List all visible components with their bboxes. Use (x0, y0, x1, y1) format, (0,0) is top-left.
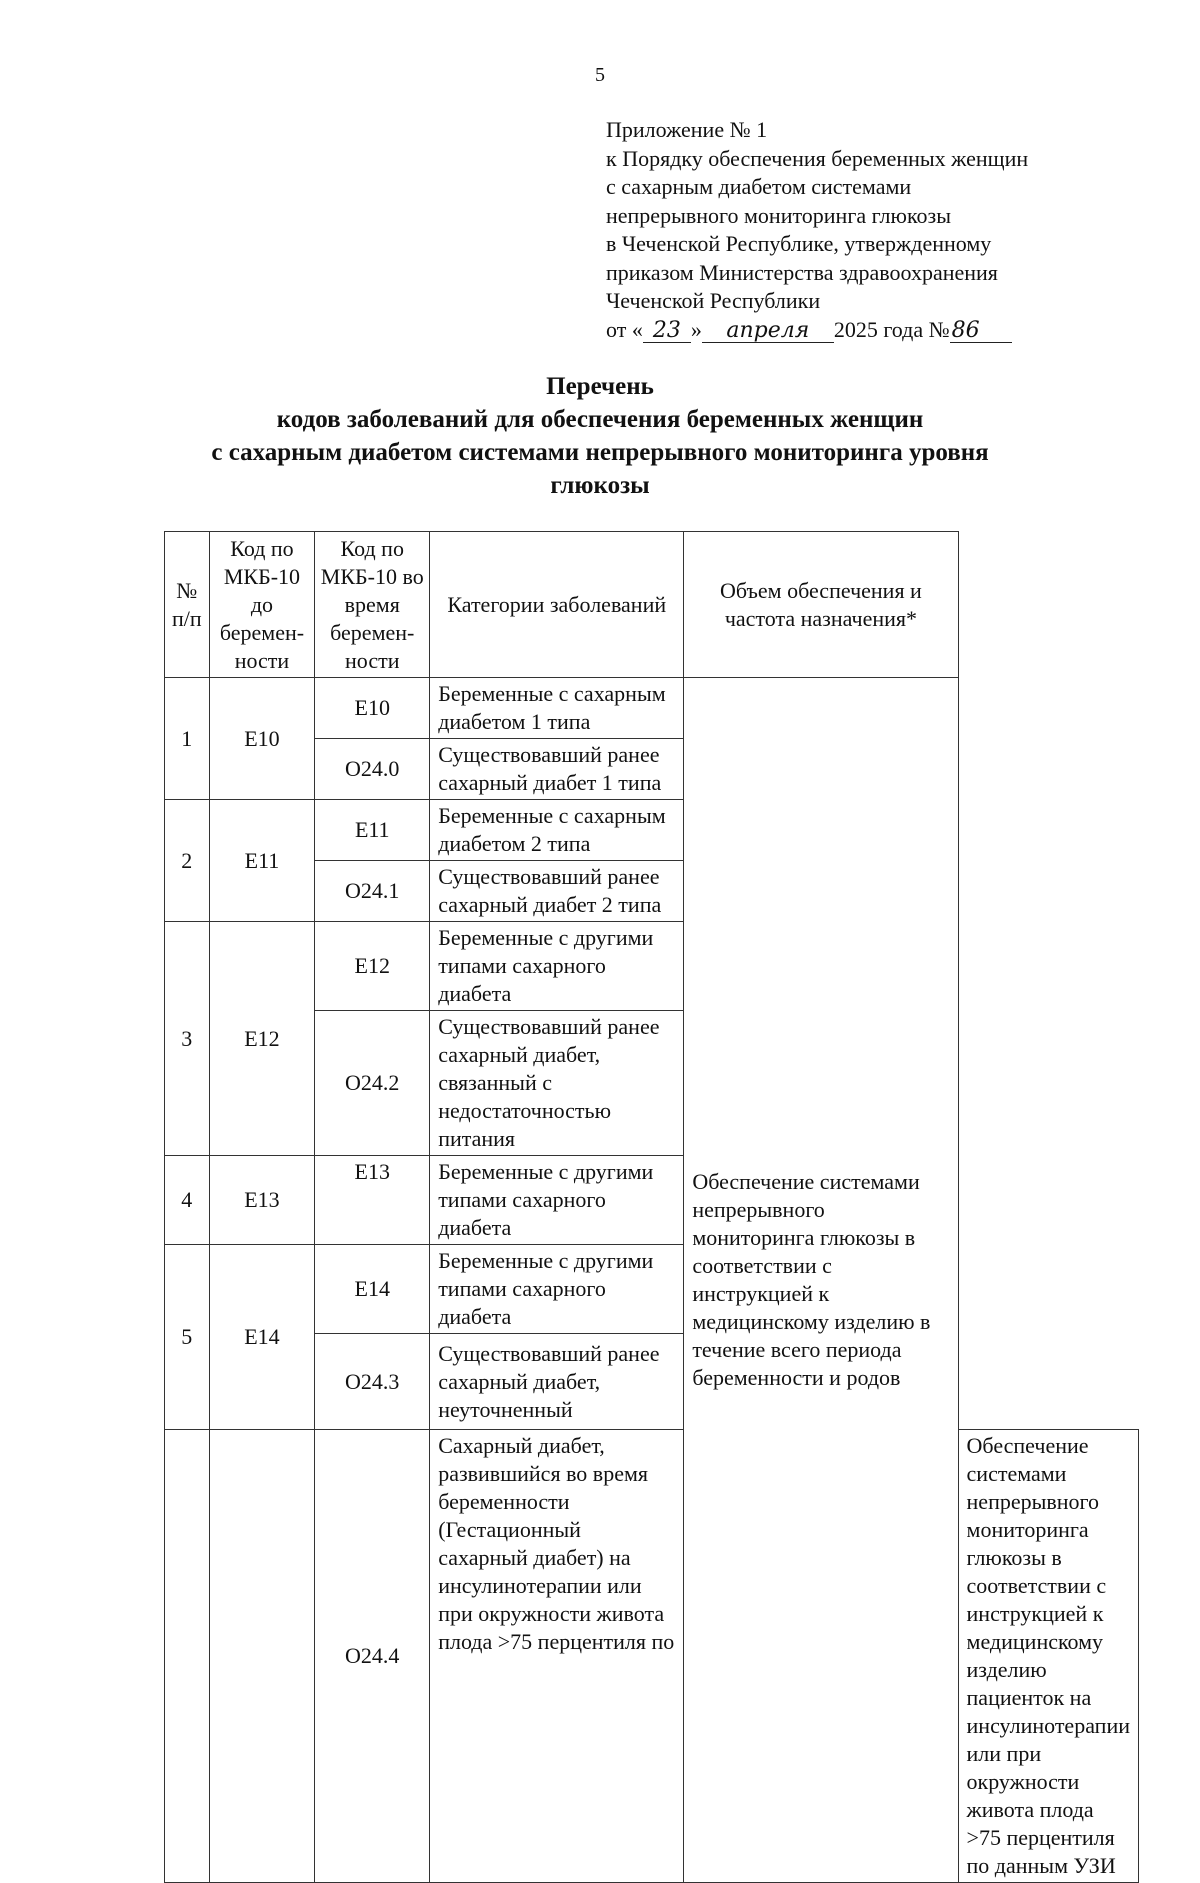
code-during: O24.4 (315, 1430, 430, 1883)
category: Существовавший ранее сахарный диабет 1 типа (430, 739, 684, 800)
category: Существовавший ранее сахарный диабет 2 типа (430, 861, 684, 922)
appendix-block (606, 116, 1028, 344)
code-before: E10 (209, 678, 315, 800)
date-prefix: от « (606, 316, 643, 342)
category: Сахарный диабет, развившийся во время беременности (Гестационный сахарный диабет) на инсулинотерапии или при окружности живота плода >75 перцентиля по (430, 1430, 684, 1883)
category: Беременные с другими типами сахарного диабета (430, 922, 684, 1011)
volume-main: Обеспечение системами непрерывного мониторинга глюкозы в соответствии с инструкцией к медицинскому изделию в течение всего периода беременности и родов (684, 678, 958, 1883)
header-num: № п/п (165, 532, 210, 678)
header-code-during: Код по МКБ-10 во время беремен-ности (315, 532, 430, 678)
code-before: E11 (209, 800, 315, 922)
category: Существовавший ранее сахарный диабет, неуточненный (430, 1334, 684, 1430)
code-during: O24.0 (315, 739, 430, 800)
code-before: E14 (209, 1245, 315, 1430)
code-during: E14 (315, 1245, 430, 1334)
table-row (165, 1156, 1139, 1245)
title-line: с сахарным диабетом системами непрерывного мониторинга уровня (211, 439, 989, 466)
table-row (165, 922, 1139, 1011)
handwritten-month: апреля (702, 320, 834, 343)
appendix-line: непрерывного мониторинга глюкозы (606, 202, 951, 228)
handwritten-day: 23 (643, 320, 691, 343)
code-during: E10 (315, 678, 430, 739)
row-num: 3 (165, 922, 210, 1156)
row-num: 1 (165, 678, 210, 800)
code-before: E13 (209, 1156, 315, 1245)
category: Беременные с другими типами сахарного диабета (430, 1156, 684, 1245)
row-num: 4 (165, 1156, 210, 1245)
header-volume: Объем обеспечения и частота назначения* (684, 532, 958, 678)
title-line: глюкозы (550, 472, 650, 499)
appendix-line: в Чеченской Республике, утвержденному (606, 231, 992, 256)
document-title (0, 370, 1200, 502)
row-num: 5 (165, 1245, 210, 1430)
table-row (165, 1245, 1139, 1334)
table-row (165, 678, 1139, 739)
header-code-before: Код по МКБ-10 до беремен-ности (209, 532, 315, 678)
table-header-row (165, 532, 1139, 678)
title-line: Перечень (546, 373, 654, 400)
page-number: 5 (595, 64, 605, 86)
table-row (165, 1430, 1139, 1883)
codes-table (164, 531, 1139, 1883)
handwritten-order-number: 86 (950, 320, 1012, 343)
category: Беременные с другими типами сахарного диабета (430, 1245, 684, 1334)
code-during: O24.1 (315, 861, 430, 922)
code-before: E12 (209, 922, 315, 1156)
category: Существовавший ранее сахарный диабет, связанный с недостаточностью питания (430, 1011, 684, 1156)
code-during: E11 (315, 800, 430, 861)
order-date-line (606, 316, 1028, 345)
code-before (209, 1430, 315, 1883)
date-mid: » (690, 316, 702, 342)
appendix-line: Приложение № 1 (606, 117, 768, 142)
appendix-line: с сахарным диабетом системами (606, 174, 912, 199)
code-during: O24.2 (315, 1011, 430, 1156)
title-line: кодов заболеваний для обеспечения беременных женщин (276, 406, 924, 433)
volume-gestational: Обеспечение системами непрерывного мониторинга глюкозы в соответствии с инструкцией к медицинскому изделию пациенток на инсулинотерапии или при окружности живота плода >75 перцентиля по данным УЗИ (958, 1430, 1138, 1883)
appendix-line: к Порядку обеспечения беременных женщин (606, 145, 1029, 171)
appendix-line: приказом Министерства здравоохранения (606, 259, 998, 285)
code-during: E12 (315, 922, 430, 1011)
row-num: 2 (165, 800, 210, 922)
appendix-line: Чеченской Республики (606, 288, 821, 313)
code-during: E13 (315, 1156, 430, 1245)
category: Беременные с сахарным диабетом 2 типа (430, 800, 684, 861)
header-category: Категории заболеваний (430, 532, 684, 678)
table-row (165, 800, 1139, 861)
category: Беременные с сахарным диабетом 1 типа (430, 678, 684, 739)
row-num (165, 1430, 210, 1883)
code-during: O24.3 (315, 1334, 430, 1430)
date-year-text: 2025 года № (833, 316, 950, 342)
